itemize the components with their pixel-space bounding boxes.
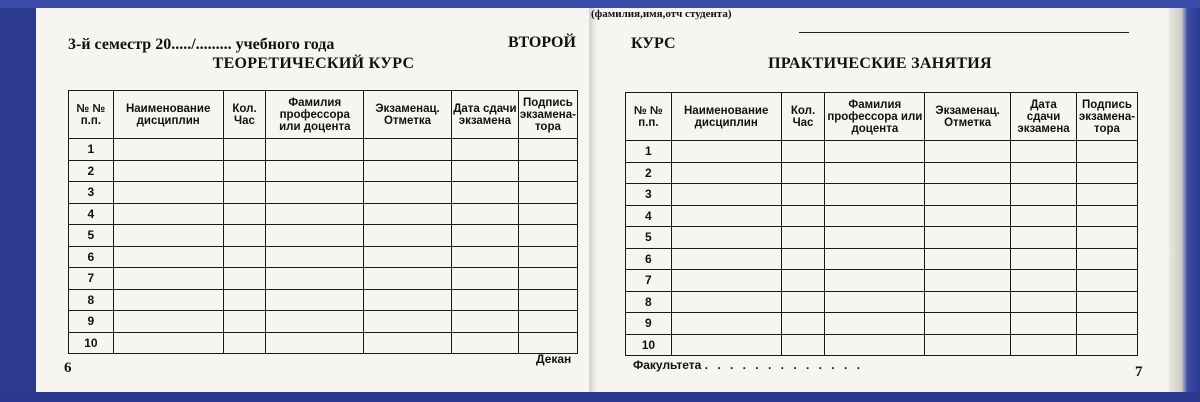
empty-cell [518,289,577,311]
empty-cell [451,246,518,268]
empty-cell [451,289,518,311]
empty-cell [266,182,364,204]
empty-cell [364,332,452,354]
empty-cell [113,225,223,247]
empty-cell [671,162,781,184]
col-discipline: Наименование дисциплин [113,91,223,139]
empty-cell [671,248,781,270]
empty-cell [223,246,266,268]
empty-cell [1076,205,1137,227]
empty-cell [781,334,825,356]
student-caption: (фамилия,имя,отч студента) [591,8,732,20]
empty-cell [1011,162,1077,184]
row-number: 5 [69,225,114,247]
empty-cell [781,162,825,184]
row-number: 3 [69,182,114,204]
row-number: 4 [69,203,114,225]
empty-cell [1011,205,1077,227]
empty-cell [1011,313,1077,335]
table-row [626,248,1138,270]
row-number: 9 [69,311,114,333]
empty-cell [671,184,781,206]
col-professor: Фамилия профессора или доцента [266,91,364,139]
empty-cell [925,141,1011,163]
empty-cell [1011,248,1077,270]
empty-cell [223,289,266,311]
empty-cell [518,268,577,290]
table-row [69,268,578,290]
empty-cell [451,268,518,290]
empty-cell [518,139,577,161]
row-number: 8 [69,289,114,311]
empty-cell [266,311,364,333]
row-number: 3 [626,184,672,206]
row-number: 9 [626,313,672,335]
empty-cell [671,227,781,249]
empty-cell [1076,334,1137,356]
empty-cell [925,248,1011,270]
empty-cell [781,248,825,270]
empty-cell [1011,270,1077,292]
empty-cell [825,291,925,313]
empty-cell [451,332,518,354]
col-professor: Фамилия профессора или доцента [825,93,925,141]
empty-cell [781,270,825,292]
table-row [626,162,1138,184]
table-row [626,334,1138,356]
table-row [626,313,1138,335]
col-number: № № п.п. [69,91,114,139]
empty-cell [825,205,925,227]
empty-cell [451,160,518,182]
empty-cell [113,182,223,204]
empty-cell [925,162,1011,184]
table-row [69,332,578,354]
row-number: 1 [626,141,672,163]
empty-cell [364,246,452,268]
empty-cell [266,246,364,268]
empty-cell [364,139,452,161]
empty-cell [781,227,825,249]
empty-cell [113,160,223,182]
row-number: 7 [69,268,114,290]
table-row [626,184,1138,206]
col-number: № № п.п. [626,93,672,141]
empty-cell [364,289,452,311]
empty-cell [518,332,577,354]
table-row [626,205,1138,227]
empty-cell [364,160,452,182]
row-number: 10 [626,334,672,356]
empty-cell [925,184,1011,206]
empty-cell [671,141,781,163]
empty-cell [266,139,364,161]
empty-cell [1011,141,1077,163]
empty-cell [825,227,925,249]
empty-cell [781,141,825,163]
empty-cell [825,270,925,292]
empty-cell [451,311,518,333]
book-cover-bottom [0,392,1200,402]
empty-cell [223,139,266,161]
practice-table [625,92,1138,356]
right-page-title: ПРАКТИЧЕСКИЕ ЗАНЯТИЯ [768,55,992,72]
book-cover-top [0,0,1200,8]
table-row [69,203,578,225]
empty-cell [364,268,452,290]
table-row [69,160,578,182]
row-number: 5 [626,227,672,249]
empty-cell [266,203,364,225]
empty-cell [364,203,452,225]
left-page [36,8,591,392]
empty-cell [1011,291,1077,313]
empty-cell [1076,184,1137,206]
empty-cell [113,289,223,311]
empty-cell [825,162,925,184]
empty-cell [1011,334,1077,356]
empty-cell [1076,270,1137,292]
dean-label: Декан [536,352,572,366]
empty-cell [925,270,1011,292]
empty-cell [518,203,577,225]
empty-cell [1076,248,1137,270]
empty-cell [825,313,925,335]
empty-cell [518,160,577,182]
course-label: КУРС [631,35,676,52]
table-row [626,291,1138,313]
empty-cell [451,203,518,225]
empty-cell [266,289,364,311]
empty-cell [518,225,577,247]
col-exam-date: Дата сдачи экзамена [451,91,518,139]
faculty-label [633,358,863,372]
empty-cell [113,246,223,268]
table-row [626,141,1138,163]
row-number: 10 [69,332,114,354]
empty-cell [266,225,364,247]
course-word: ВТОРОЙ [508,34,576,51]
empty-cell [451,225,518,247]
empty-cell [223,311,266,333]
row-number: 2 [626,162,672,184]
empty-cell [671,291,781,313]
empty-cell [451,182,518,204]
semester-line: 3-й семестр 20...../......... учебного года [68,36,335,53]
faculty-dots: . . . . . . . . . . . . . [704,358,864,372]
empty-cell [1011,184,1077,206]
col-exam-grade: Экзаменац. Отметка [925,93,1011,141]
empty-cell [925,227,1011,249]
row-number: 1 [69,139,114,161]
empty-cell [1076,227,1137,249]
empty-cell [451,139,518,161]
empty-cell [223,160,266,182]
row-number: 2 [69,160,114,182]
col-hours: Кол. Час [781,93,825,141]
table-row [69,311,578,333]
empty-cell [1076,291,1137,313]
empty-cell [266,332,364,354]
row-number: 4 [626,205,672,227]
empty-cell [1076,162,1137,184]
row-number: 6 [626,248,672,270]
empty-cell [223,268,266,290]
empty-cell [113,139,223,161]
book-page-edge [1169,8,1200,392]
table-row [69,182,578,204]
faculty-text: Факультета [633,358,702,372]
col-examiner-signature: Подпись экзамена-тора [1076,93,1137,141]
empty-cell [925,313,1011,335]
empty-cell [266,268,364,290]
empty-cell [1076,313,1137,335]
table-row [626,270,1138,292]
empty-cell [671,313,781,335]
empty-cell [925,205,1011,227]
empty-cell [364,182,452,204]
row-number: 7 [626,270,672,292]
empty-cell [223,203,266,225]
empty-cell [781,205,825,227]
empty-cell [223,182,266,204]
empty-cell [113,268,223,290]
empty-cell [781,291,825,313]
empty-cell [223,225,266,247]
empty-cell [113,332,223,354]
empty-cell [671,205,781,227]
table-row [69,225,578,247]
col-discipline: Наименование дисциплин [671,93,781,141]
empty-cell [266,160,364,182]
row-number: 6 [69,246,114,268]
empty-cell [825,141,925,163]
table-row [69,289,578,311]
col-examiner-signature: Подпись экзамена-тора [518,91,577,139]
student-name-line [799,32,1129,33]
empty-cell [1076,141,1137,163]
right-page [591,8,1169,392]
right-page-number: 7 [1135,364,1143,380]
table-row [626,227,1138,249]
empty-cell [781,184,825,206]
empty-cell [518,246,577,268]
col-hours: Кол. Час [223,91,266,139]
empty-cell [518,311,577,333]
empty-cell [825,184,925,206]
empty-cell [364,311,452,333]
empty-cell [781,313,825,335]
empty-cell [518,182,577,204]
row-number: 8 [626,291,672,313]
theory-table [68,90,578,354]
left-page-title: ТЕОРЕТИЧЕСКИЙ КУРС [212,55,415,72]
empty-cell [113,311,223,333]
empty-cell [671,270,781,292]
empty-cell [223,332,266,354]
empty-cell [113,203,223,225]
empty-cell [1011,227,1077,249]
table-row [69,246,578,268]
empty-cell [364,225,452,247]
empty-cell [925,334,1011,356]
table-row [69,139,578,161]
empty-cell [825,334,925,356]
empty-cell [671,334,781,356]
empty-cell [925,291,1011,313]
col-exam-date: Дата сдачи экзамена [1011,93,1077,141]
left-page-number: 6 [64,360,72,376]
empty-cell [825,248,925,270]
col-exam-grade: Экзаменац. Отметка [364,91,452,139]
